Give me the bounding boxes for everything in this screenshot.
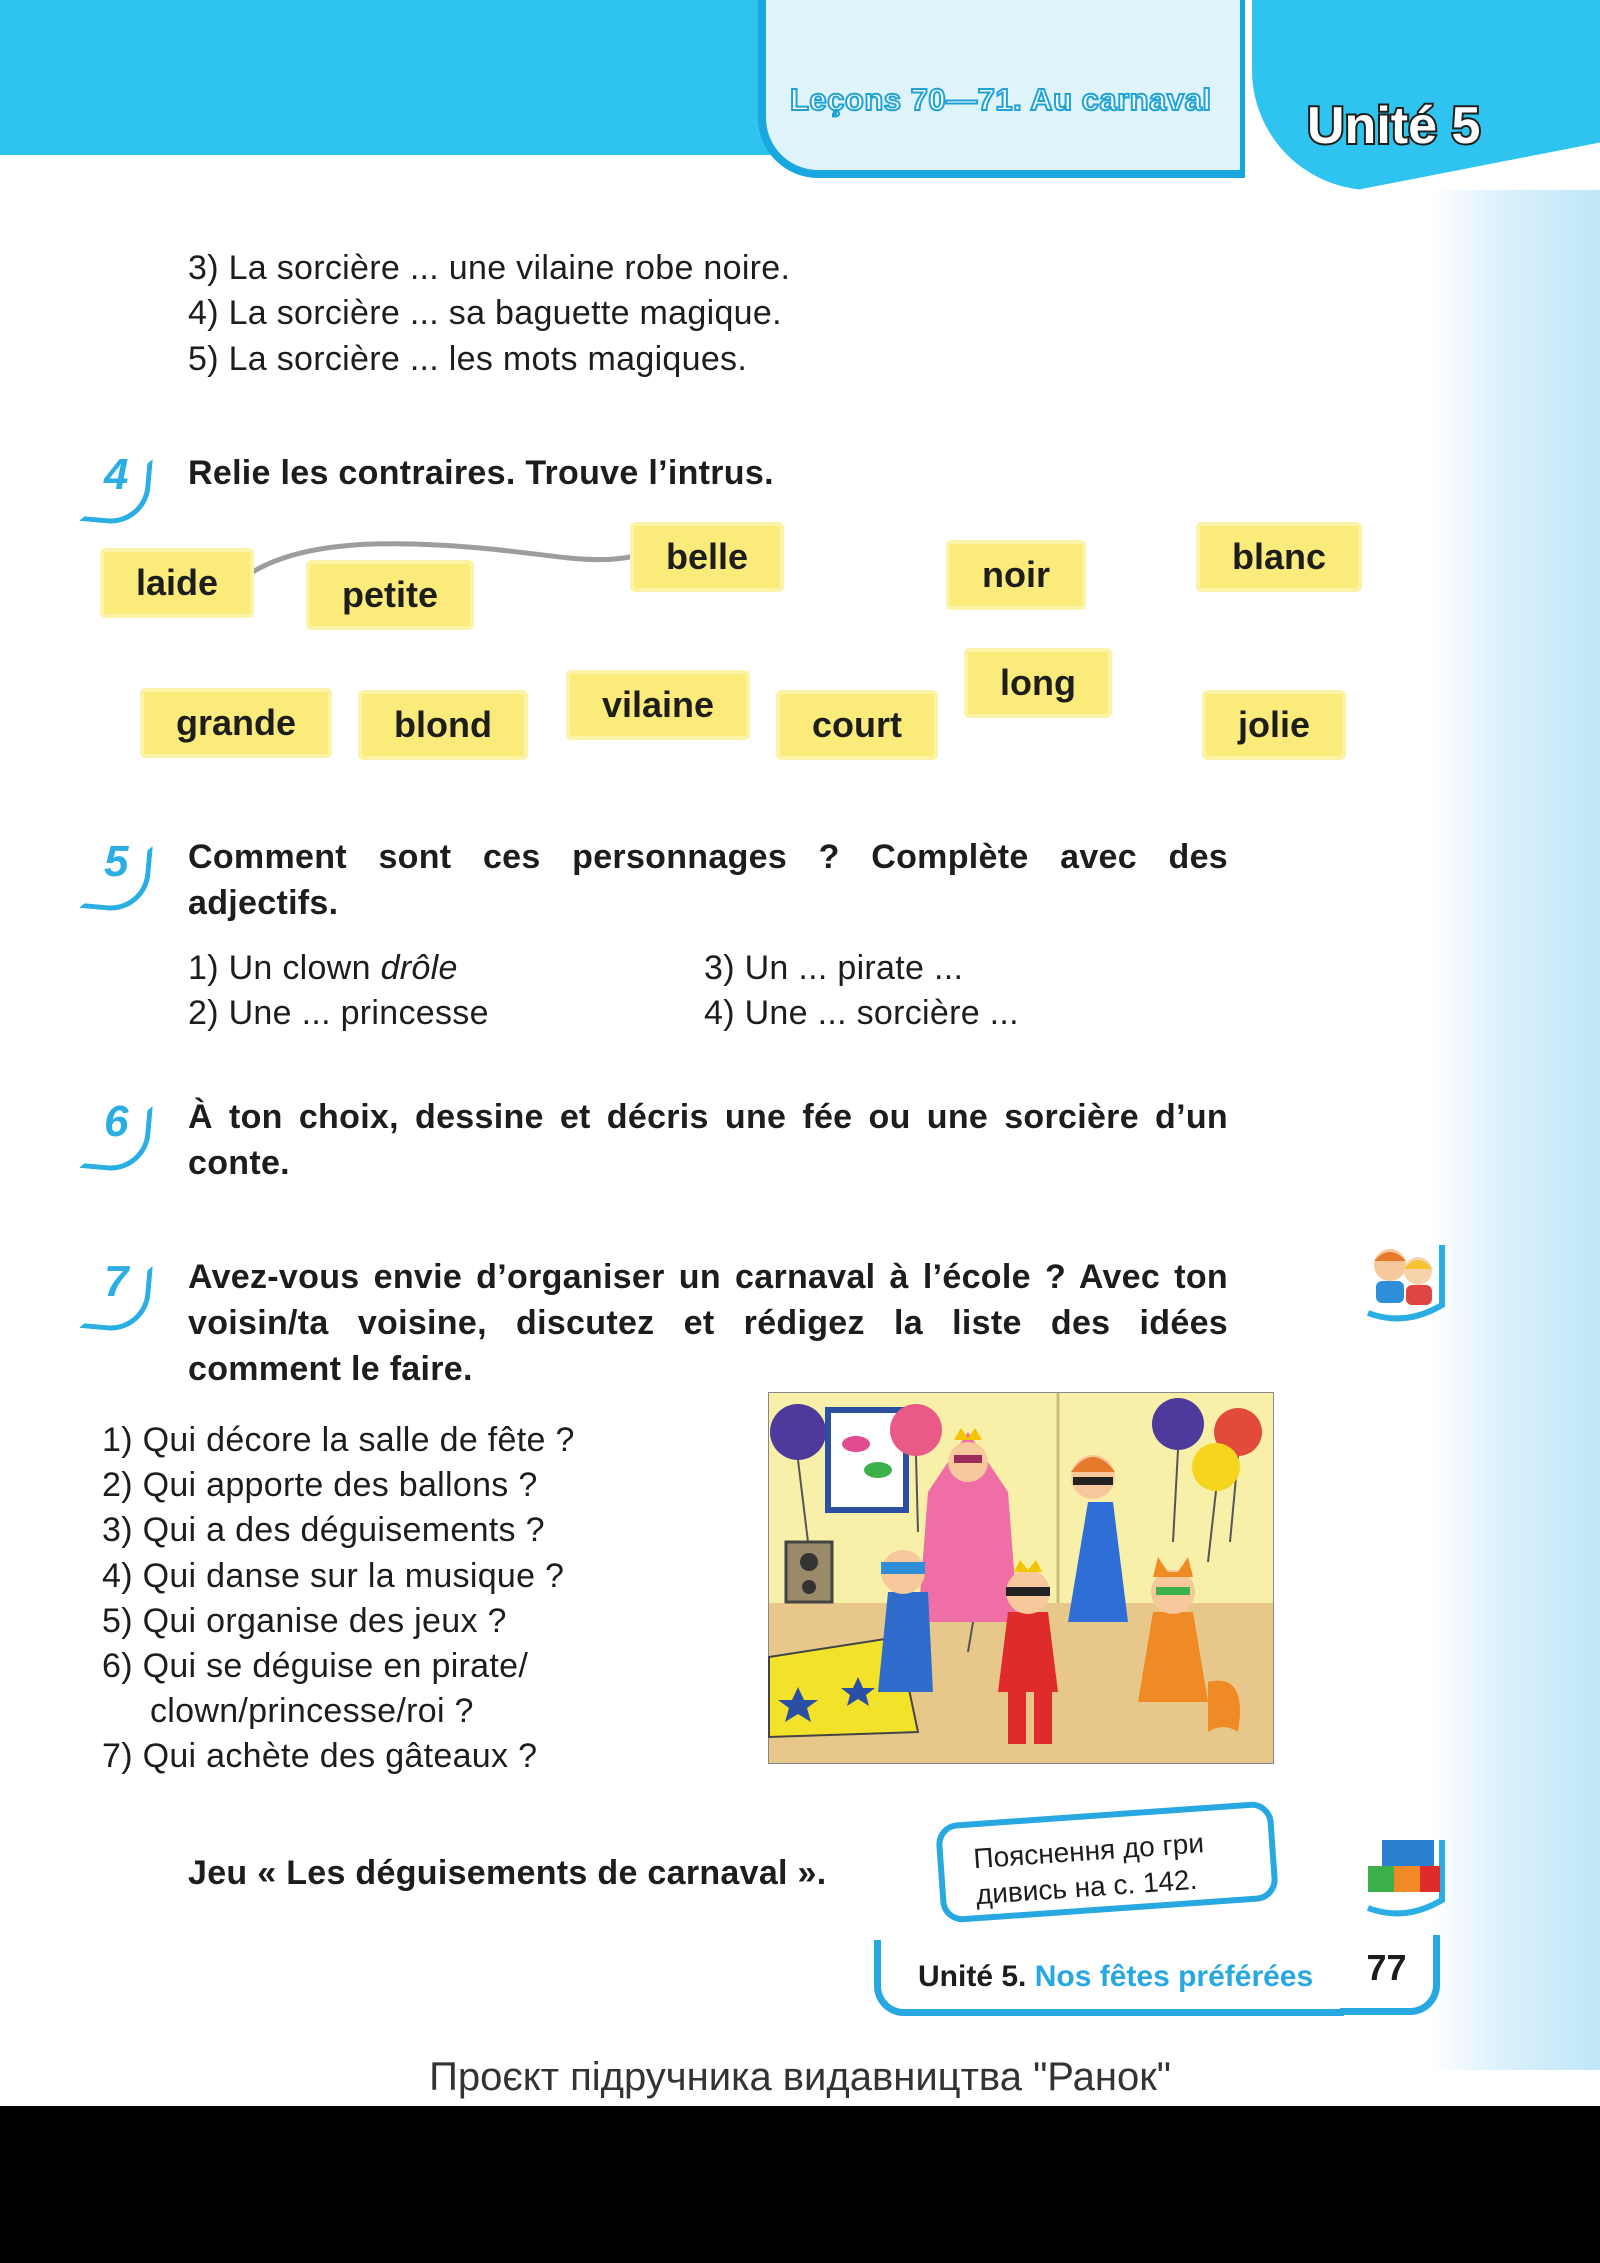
ex3-line: 5) La sorcière ... les mots magiques. — [188, 340, 748, 378]
exercise-instruction: À ton choix, dessine et décris une fée ou une sorcière d’un conte. — [188, 1098, 1228, 1182]
word-card[interactable]: jolie — [1202, 690, 1346, 760]
question-item: 7) Qui achète des gâteaux ? — [102, 1737, 538, 1775]
game-note: Пояснення до гри дивись на с. 142. — [935, 1800, 1279, 1923]
word-card[interactable]: laide — [100, 548, 254, 618]
ex5-item: 2) Une ... princesse — [188, 994, 489, 1032]
question-item: 3) Qui a des déguisements ? — [102, 1511, 545, 1549]
question-item: 6) Qui se déguise en pirate/ — [102, 1647, 529, 1685]
question-item: 1) Qui décore la salle de fête ? — [102, 1421, 575, 1459]
word-card[interactable]: long — [964, 648, 1112, 718]
exercise-number: 6 — [82, 1095, 140, 1153]
exercise-instruction: Relie les contraires. Trouve l’intrus. — [188, 454, 774, 492]
carnival-illustration — [768, 1392, 1274, 1764]
page-number: 77 — [1340, 1935, 1440, 2015]
exercise-number: 5 — [82, 835, 140, 893]
footer-title — [918, 1960, 1313, 1994]
footer-unit: Unité 5. — [918, 1960, 1027, 1993]
lesson-title: Leçons 70—71. Au carnaval — [790, 82, 1212, 117]
footer-section: Nos fêtes préférées — [1034, 1960, 1314, 1993]
example-answer: drôle — [380, 949, 458, 987]
page-side-strip — [1430, 190, 1600, 2070]
word-card[interactable]: blanc — [1196, 522, 1362, 592]
word-card[interactable]: grande — [140, 688, 332, 758]
unit-label: Unité 5 — [1307, 97, 1481, 155]
word-card[interactable]: petite — [306, 560, 474, 630]
word-card[interactable]: belle — [630, 522, 784, 592]
watermark-text: Проєкт підручника видавництва "Ранок" — [429, 2055, 1171, 2099]
word-card[interactable]: vilaine — [566, 670, 750, 740]
question-item: 4) Qui danse sur la musique ? — [102, 1557, 565, 1595]
word-card[interactable]: noir — [946, 540, 1086, 610]
question-item: 2) Qui apporte des ballons ? — [102, 1466, 538, 1504]
game-cubes-icon — [1360, 1830, 1450, 1920]
exercise-number: 7 — [82, 1255, 140, 1313]
question-item: 5) Qui organise des jeux ? — [102, 1602, 507, 1640]
question-item-continued: clown/princesse/roi ? — [150, 1692, 474, 1730]
word-card[interactable]: court — [776, 690, 938, 760]
ex5-item: 4) Une ... sorcière ... — [704, 994, 1019, 1032]
exercise-number: 4 — [82, 448, 140, 506]
ex3-line: 3) La sorcière ... une vilaine robe noire. — [188, 249, 791, 287]
ex3-line: 4) La sorcière ... sa baguette magique. — [188, 294, 782, 332]
scan-border — [0, 2106, 1600, 2263]
exercise-instruction: Avez-vous envie d’organiser un carnaval à l’école ? Avec ton voisin/ta voisine, discutez et rédigez la liste des idées comment le faire. — [188, 1258, 1228, 1388]
game-title: Jeu « Les déguisements de carnaval ». — [188, 1854, 827, 1892]
word-card[interactable]: blond — [358, 690, 528, 760]
pair-work-icon — [1360, 1235, 1450, 1325]
exercise-instruction: Comment sont ces personnages ? Complète avec des adjectifs. — [188, 838, 1228, 922]
ex5-item: 1) Un clown drôle — [188, 949, 458, 987]
ex5-item: 3) Un ... pirate ... — [704, 949, 964, 987]
